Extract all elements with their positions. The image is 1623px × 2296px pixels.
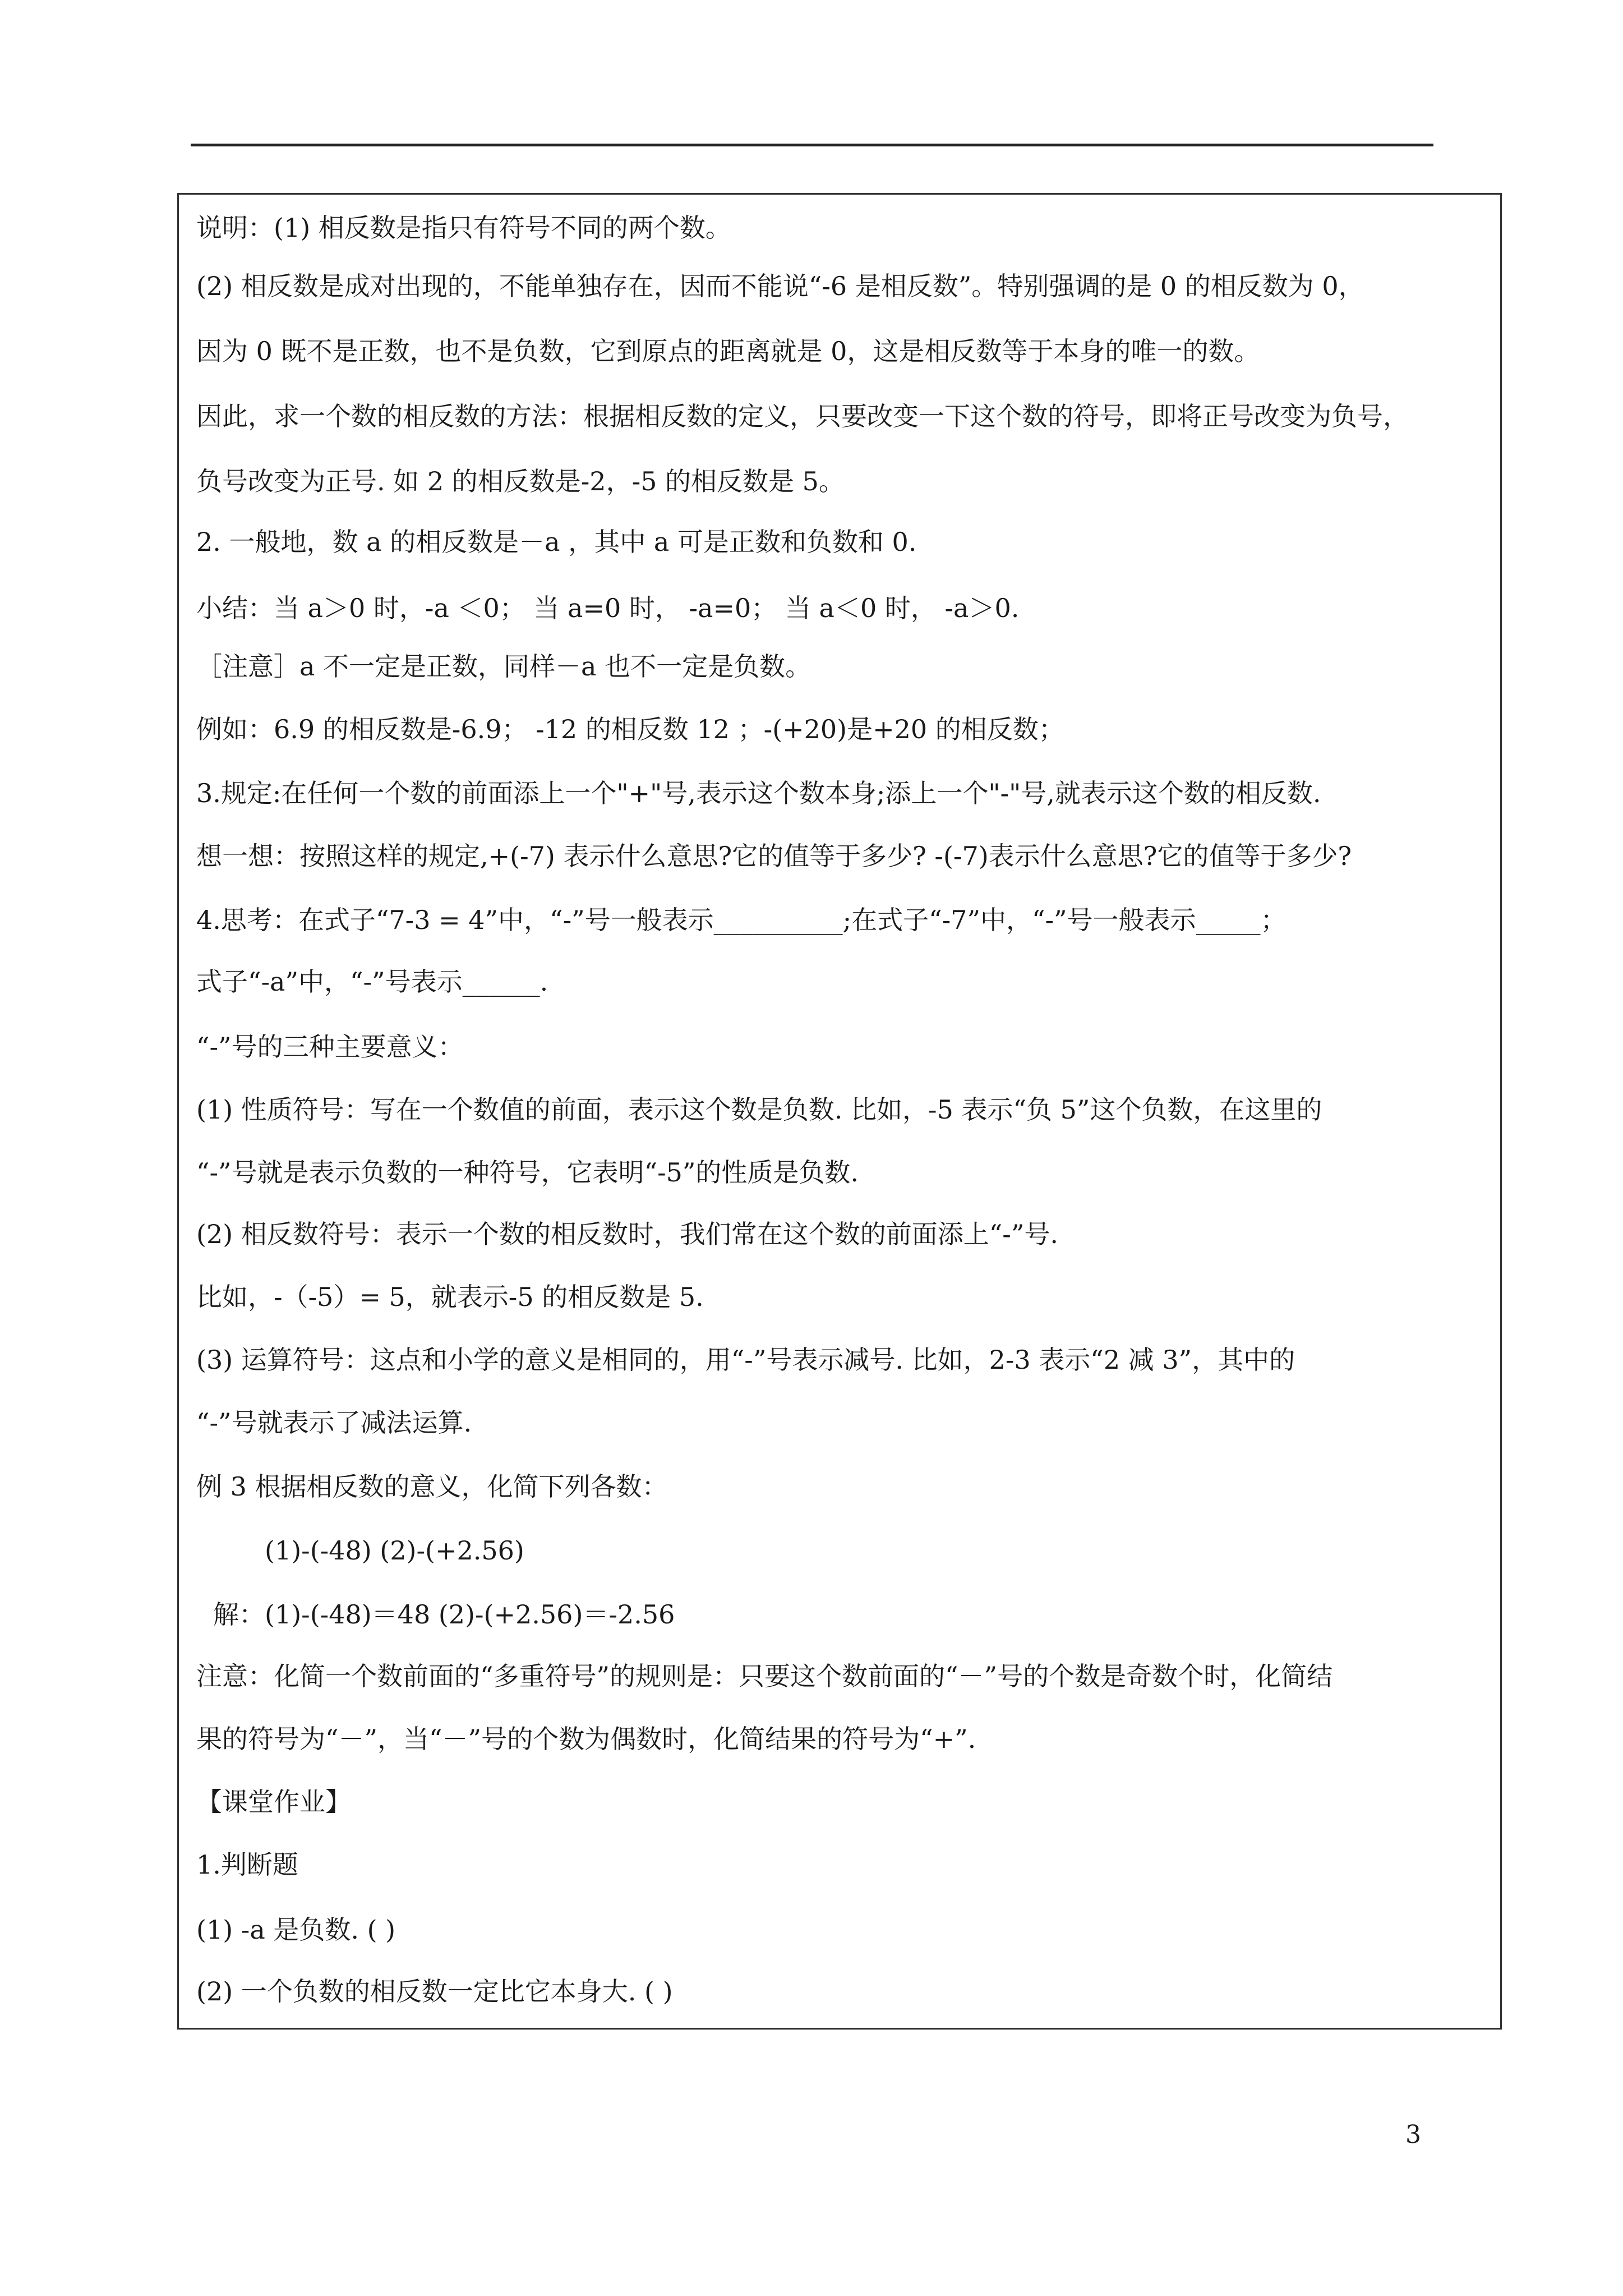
text-line-10: 3.规定:在任何一个数的前面添上一个"+"号,表示这个数本身;添上一个"-"号,就表示这个数的相反数. [196,778,1321,808]
text-line-15: (1) 性质符号：写在一个数值的前面，表示这个数是负数. 比如，-5 表示“负 5”这个负数，在这里的 [196,1094,1322,1125]
text-line-6: 2. 一般地，数 a 的相反数是－a ，其中 a 可是正数和负数和 0. [196,527,917,557]
text-line-14: “-”号的三种主要意义： [196,1032,464,1062]
text-line-7: 小结：当 a＞0 时，-a ＜0； 当 a=0 时， -a=0； 当 a＜0 时， -a＞0. [196,593,1020,623]
text-line-5: 负号改变为正号. 如 2 的相反数是-2，-5 的相反数是 5。 [196,466,845,496]
page-number: 3 [1405,2120,1421,2149]
header-rule [191,144,1433,146]
text-line-11: 想一想：按照这样的规定,+(-7) 表示什么意思?它的值等于多少? -(-7)表示什么意思?它的值等于多少? [196,841,1352,871]
text-line-3: 因为 0 既不是正数，也不是负数，它到原点的距离就是 0，这是相反数等于本身的唯一的数。 [196,336,1260,366]
text-line-28: (1) -a 是负数. ( ) [196,1915,396,1945]
text-line-20: “-”号就表示了减法运算. [196,1407,472,1438]
text-line-1: 说明：(1) 相反数是指只有符号不同的两个数。 [196,213,731,243]
text-line-13: 式子“-a”中，“-”号表示______. [196,967,548,997]
text-line-19: (3) 运算符号：这点和小学的意义是相同的，用“-”号表示减号. 比如，2-3 表示“2 减 3”，其中的 [196,1345,1295,1375]
text-line-24: 注意：化简一个数前面的“多重符号”的规则是：只要这个数前面的“－”号的个数是奇数个时，化简结 [196,1661,1333,1691]
text-line-4: 因此，求一个数的相反数的方法：根据相反数的定义，只要改变一下这个数的符号，即将正号改变为负号， [196,401,1409,431]
text-line-22: (1)-(-48) (2)-(+2.56) [265,1535,524,1566]
text-line-21: 例 3 根据相反数的意义，化简下列各数： [196,1471,668,1502]
text-line-17: (2) 相反数符号：表示一个数的相反数时，我们常在这个数的前面添上“-”号. [196,1219,1058,1249]
text-line-16: “-”号就是表示负数的一种符号，它表明“-5”的性质是负数. [196,1157,859,1188]
text-line-12: 4.思考：在式子“7-3 = 4”中，“-”号一般表示__________;在式子“-7”中，“-”号一般表示_____； [196,905,1287,935]
text-line-18: 比如，-（-5）= 5，就表示-5 的相反数是 5. [196,1282,704,1312]
text-line-2: (2) 相反数是成对出现的，不能单独存在，因而不能说“-6 是相反数”。特别强调的是 0 的相反数为 0， [196,271,1364,301]
text-line-29: (2) 一个负数的相反数一定比它本身大. ( ) [196,1976,673,2007]
text-line-23: 解：(1)-(-48)＝48 (2)-(+2.56)＝-2.56 [213,1599,675,1630]
text-line-26: 【课堂作业】 [196,1787,351,1817]
text-line-25: 果的符号为“－”，当“－”号的个数为偶数时，化简结果的符号为“+”. [196,1724,976,1754]
text-line-9: 例如：6.9 的相反数是-6.9； -12 的相反数 12 ；-(+20)是+20 的相反数； [196,714,1064,744]
text-line-27: 1.判断题 [196,1849,298,1880]
text-line-8: ［注意］a 不一定是正数，同样－a 也不一定是负数。 [196,651,811,682]
